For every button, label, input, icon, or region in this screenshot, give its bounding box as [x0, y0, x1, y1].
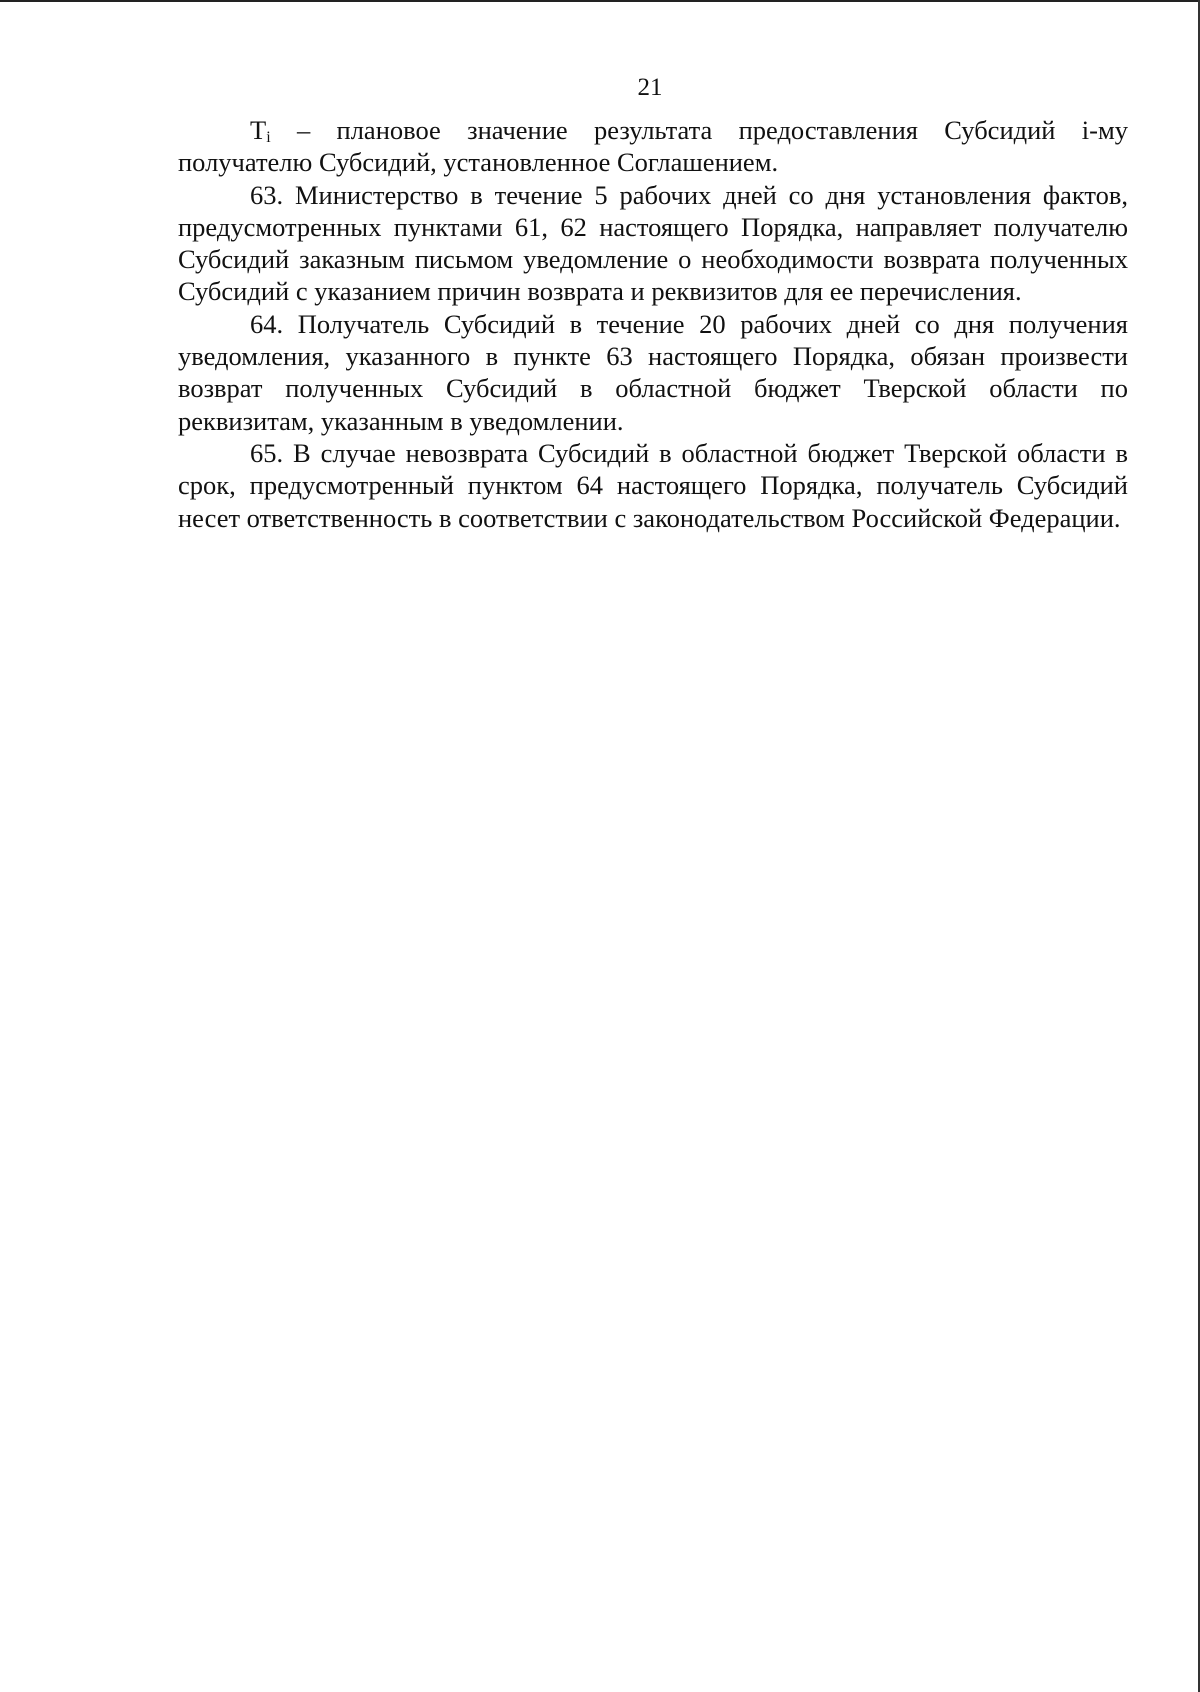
paragraph-item-64: 64. Получатель Субсидий в течение 20 рабочих дней со дня получения уведомления, указанного в пункте 63 настоящего Порядка, обязан произвести возврат полученных Субсидий в областной бюджет Тверской области по реквизитам, указанным в уведомлении.	[178, 308, 1128, 436]
formula-symbol: T	[250, 115, 267, 145]
paragraph-item-63: 63. Министерство в течение 5 рабочих дней со дня установления фактов, предусмотренных пунктами 61, 62 настоящего Порядка, направляет получателю Субсидий заказным письмом уведомление о необходимости возврата полученных Субсидий с указанием причин возврата и реквизитов для ее перечисления.	[178, 179, 1128, 307]
paragraph-ti-definition	[178, 114, 1128, 179]
paragraph-item-65: 65. В случае невозврата Субсидий в областной бюджет Тверской области в срок, предусмотренный пунктом 64 настоящего Порядка, получатель Субсидий несет ответственность в соответствии с законодательством Российской Федерации.	[178, 437, 1128, 533]
document-body	[178, 114, 1128, 534]
formula-subscript: i	[266, 129, 271, 146]
page-number: 21	[637, 74, 663, 101]
scan-edge-top	[0, 0, 1200, 2]
paragraph-text: – плановое значение результата предоставления Субсидий i-му получателю Субсидий, установленное Соглашением.	[178, 115, 1128, 178]
